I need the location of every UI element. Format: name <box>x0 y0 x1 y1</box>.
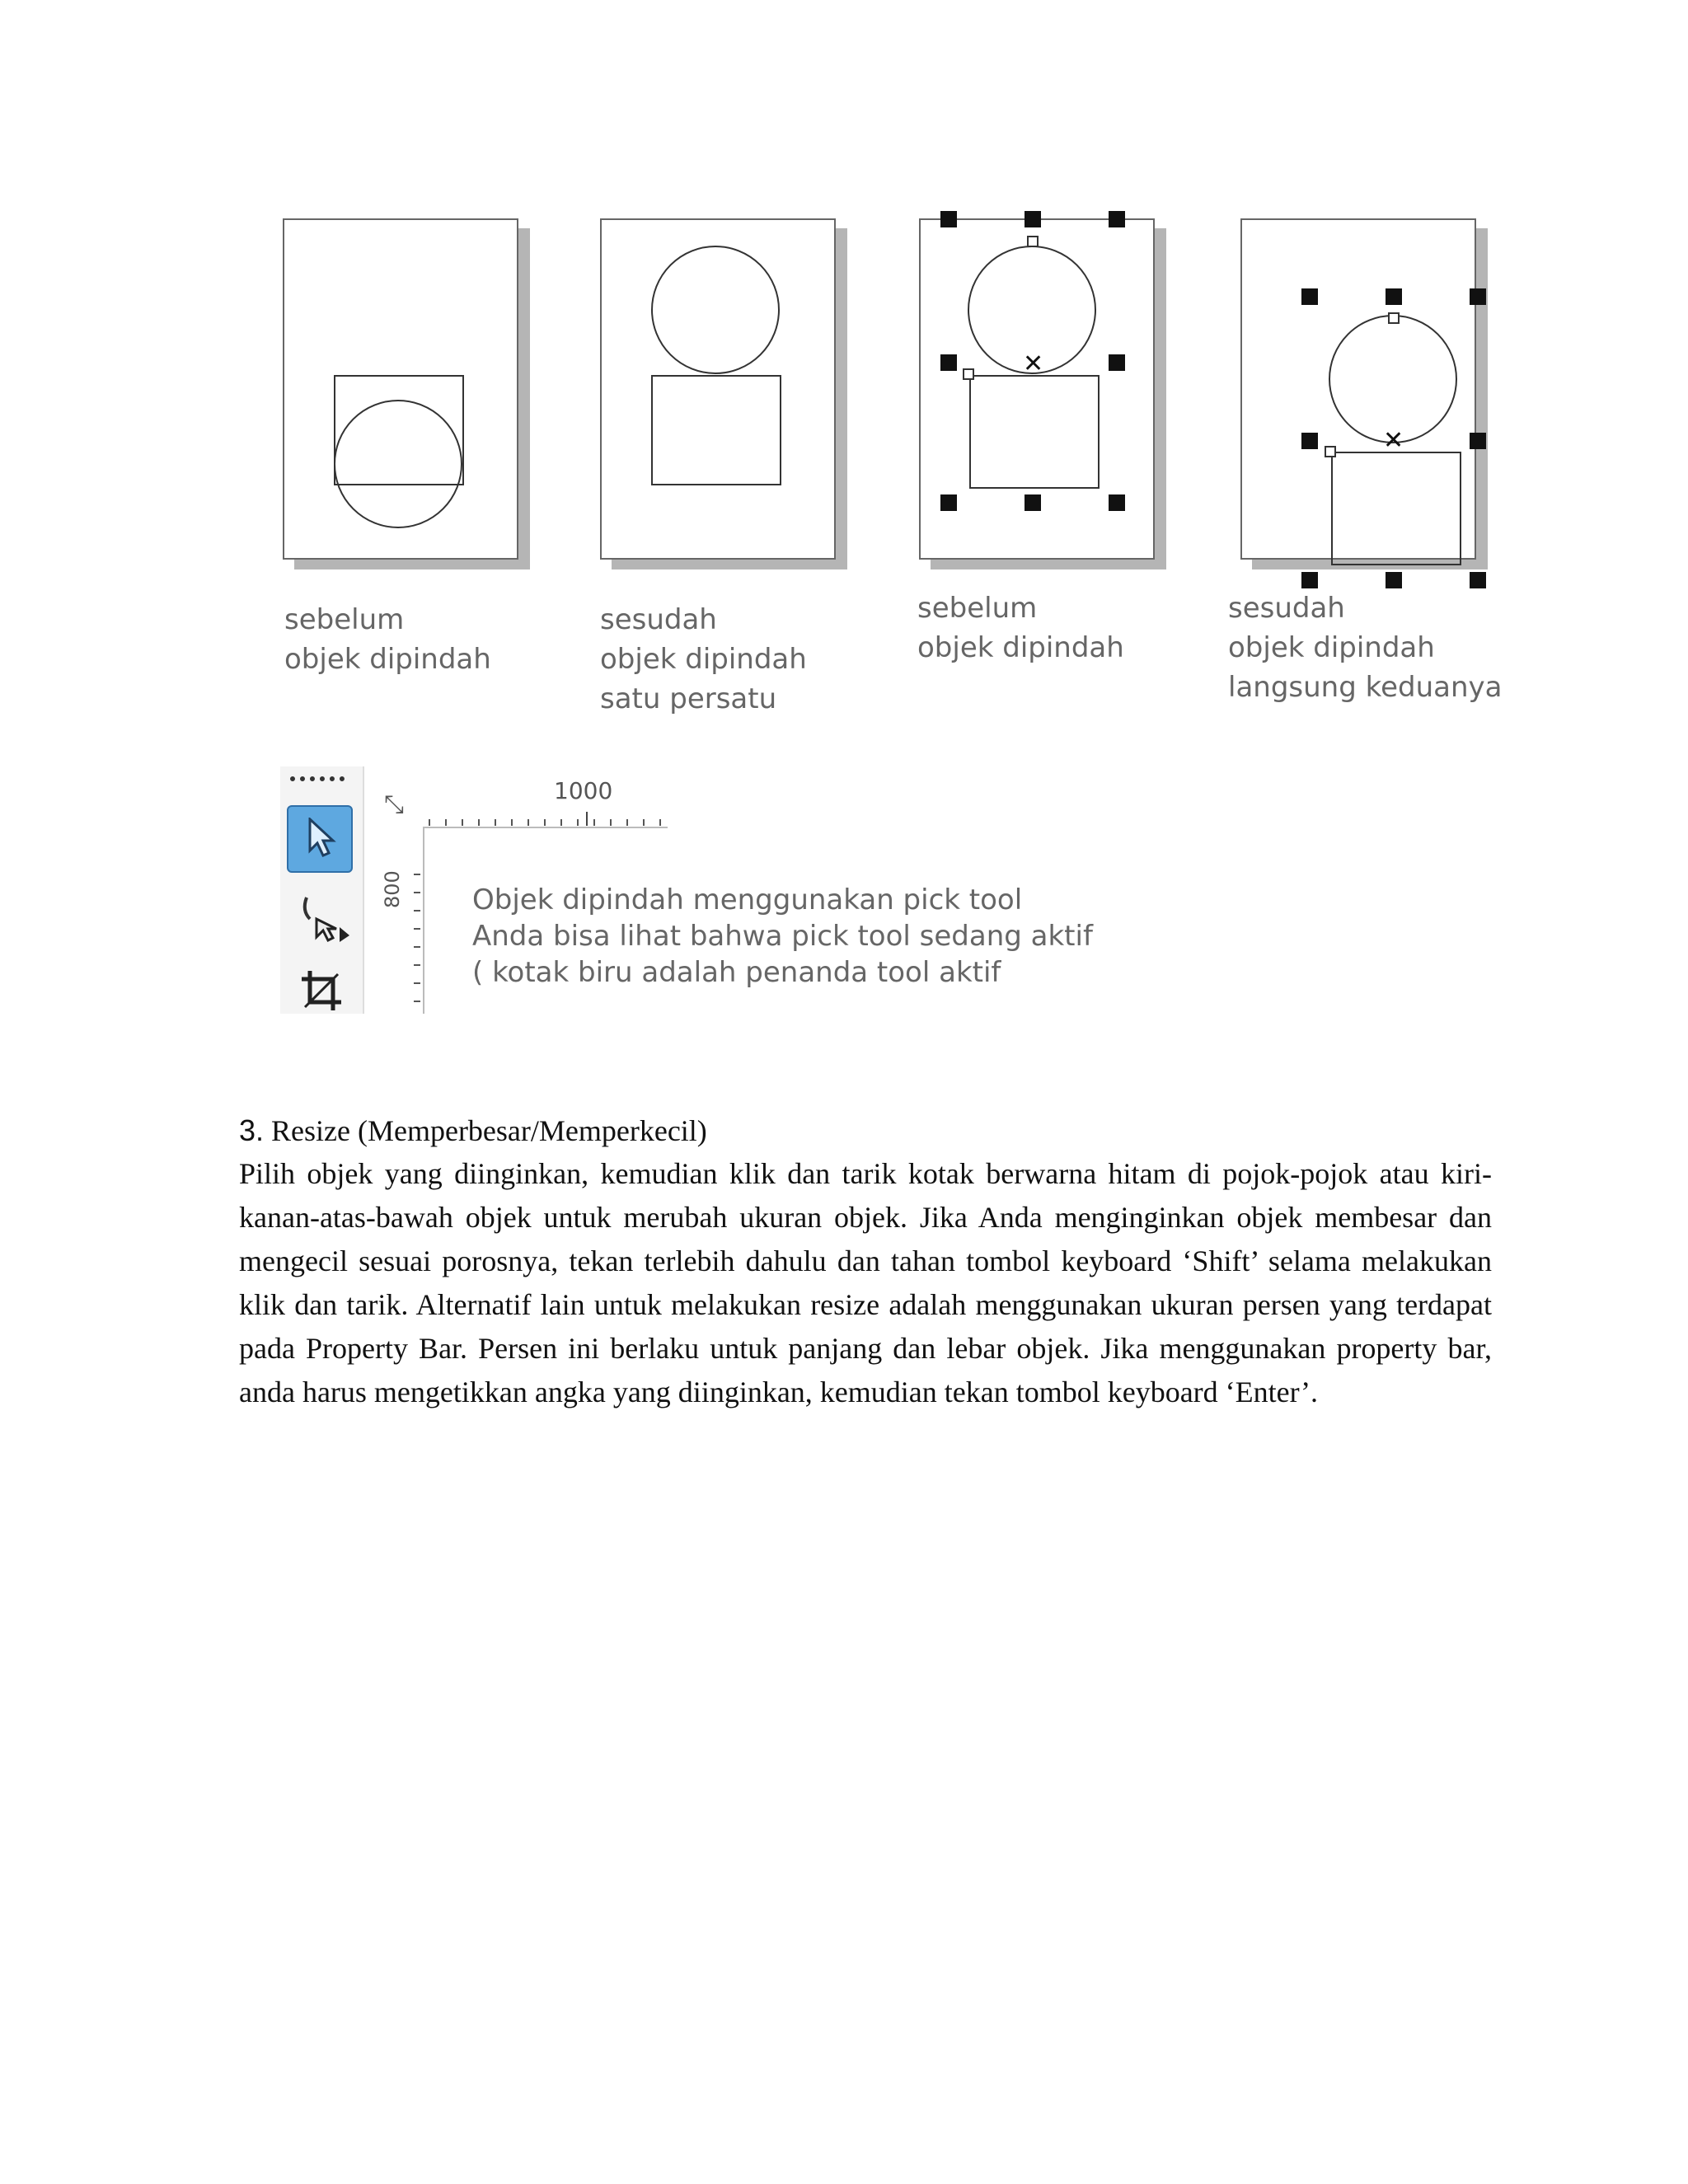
center-x-icon: ✕ <box>1023 349 1044 378</box>
selection-handle[interactable] <box>1109 354 1125 371</box>
note-line: Objek dipindah menggunakan pick tool <box>472 883 1023 916</box>
body-paragraph: Pilih objek yang diinginkan, kemudian klik dan tarik kotak berwarna hitam di pojok-pojok atau kiri-kanan-atas-bawah objek untuk merubah ukuran objek. Jika Anda menginginkan objek membesar dan mengecil sesuai porosnya, tekan terlebih dahulu dan tahan tombol keyboard ‘Shift’ selama melakukan klik dan tarik. Alternatif lain untuk melakukan resize adalah menggunakan ukuran persen yang terdapat pada Property Bar. Persen ini berlaku untuk panjang dan lebar objek. Jika menggunakan property bar, anda harus mengetikkan angka yang diinginkan, kemudian tekan tombol keyboard ‘Enter’. <box>239 1157 1492 1408</box>
selection-handle[interactable] <box>1470 572 1486 588</box>
selection-handle[interactable] <box>1025 211 1041 227</box>
node-handle[interactable] <box>1027 236 1039 247</box>
panel-caption: sesudah objek dipindah satu persatu <box>600 603 807 715</box>
ruler-origin-icon[interactable]: ⤡ <box>384 790 404 819</box>
selection-handle[interactable] <box>1470 433 1486 449</box>
selection-handle[interactable] <box>1301 288 1318 305</box>
pick-tool-icon[interactable] <box>307 818 336 857</box>
horizontal-ruler-label: 1000 <box>554 777 613 804</box>
horizontal-ruler <box>424 827 668 828</box>
rectangle-shape <box>969 375 1100 489</box>
shape-tool-icon[interactable] <box>298 894 351 944</box>
section-title: Resize (Memperbesar/Memperkecil) <box>271 1114 707 1147</box>
vertical-ruler <box>423 827 424 1014</box>
selection-handle[interactable] <box>1109 494 1125 511</box>
circle-shape <box>334 400 462 528</box>
selection-handle[interactable] <box>1386 572 1402 588</box>
selection-handle[interactable] <box>1301 572 1318 588</box>
node-handle[interactable] <box>1325 446 1336 457</box>
ruler-major-tick <box>586 812 588 826</box>
vertical-ruler-ticks <box>414 874 420 1014</box>
selection-handle[interactable] <box>940 354 957 371</box>
panel-caption: sebelum objek dipindah <box>917 592 1124 664</box>
note-line: Anda bisa lihat bahwa pick tool sedang aktif <box>472 920 1093 953</box>
section-heading <box>239 1109 707 1152</box>
selection-handle[interactable] <box>940 211 957 227</box>
node-handle[interactable] <box>963 368 974 380</box>
selection-handle[interactable] <box>1109 211 1125 227</box>
figure-note <box>472 882 1093 991</box>
selection-handle[interactable] <box>1386 288 1402 305</box>
center-x-icon: ✕ <box>1383 426 1404 455</box>
panel-caption: sebelum objek dipindah <box>284 603 491 676</box>
circle-shape <box>1329 315 1457 443</box>
horizontal-ruler-ticks <box>429 819 668 826</box>
vertical-ruler-label: 800 <box>381 870 404 908</box>
note-line: ( kotak biru adalah penanda tool aktif <box>472 956 1001 989</box>
crop-tool-icon[interactable] <box>300 969 343 1012</box>
section-number: 3. <box>239 1113 265 1147</box>
selection-handle[interactable] <box>1470 288 1486 305</box>
node-handle[interactable] <box>1388 312 1400 324</box>
selection-handle[interactable] <box>1025 494 1041 511</box>
circle-shape <box>651 246 780 374</box>
selection-handle[interactable] <box>940 494 957 511</box>
rectangle-shape <box>1331 452 1461 565</box>
grip-dots <box>290 776 345 781</box>
rectangle-shape <box>651 375 781 485</box>
panel-caption: sesudah objek dipindah langsung keduanya <box>1228 592 1503 704</box>
selection-handle[interactable] <box>1301 433 1318 449</box>
